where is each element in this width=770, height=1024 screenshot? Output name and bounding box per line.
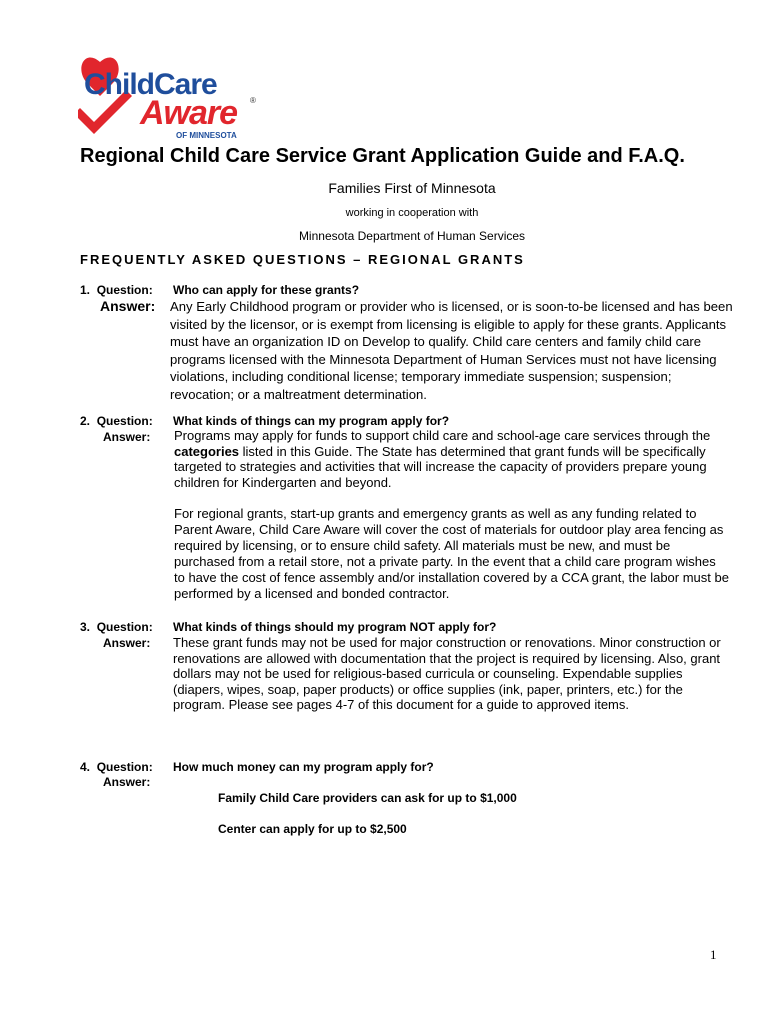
logo-text-aware: Aware — [140, 94, 238, 132]
answer-1-label: Answer: — [100, 298, 156, 314]
logo-subtitle: OF MINNESOTA — [176, 131, 237, 140]
organization-name: Families First of Minnesota — [328, 180, 496, 196]
question-4-text: How much money can my program apply for? — [173, 760, 434, 774]
question-4-label: 4. Question: — [80, 760, 153, 774]
answer-2-extra-text: For regional grants, start-up grants and emergency grants as well as any funding related to Parent Aware, Child Care Aware will cover the cost of materials for outdoor play area fencing as required by licensing, or to ensure child safety. All materials must be new, and must be purchased from a retail store, not a private party. In the event that a child care program wishes to have the cost of fence assembly and/or installation covered by a CCA grant, the labor must be performed by a licensed and bonded contractor. — [174, 506, 729, 601]
answer-3-label: Answer: — [103, 636, 151, 650]
question-1-text: Who can apply for these grants? — [173, 283, 360, 297]
answer-1-text: Any Early Childhood program or provider who is licensed, or is soon-to-be licensed and has been visited by the licensor, or is exempt from licensing is eligible to apply for these grants. Applicants must have an organization ID on Develop to qualify. Child care centers and family child care programs licensed with the Minnesota Department of Human Services must not have licensing violations, including conditional license; temporary immediate suspension; suspension; revocation; or a maltreatment determination. — [170, 299, 733, 402]
center-amount: Center can apply for up to $2,500 — [218, 822, 407, 836]
child-care-aware-logo — [78, 48, 268, 143]
answer-4-label: Answer: — [103, 775, 151, 789]
page-number: 1 — [710, 947, 717, 962]
family-child-care-amount: Family Child Care providers can ask for up to $1,000 — [218, 791, 517, 805]
cooperation-text: working in cooperation with — [345, 207, 479, 219]
answer-2-text: Programs may apply for funds to support child care and school-age care services through the categories listed in this Guide. The State has determined that grant funds will be specifically targeted to strategies and activities that will increase the capacity of providers prepare young children for Kindergarten and beyond. — [174, 428, 711, 490]
categories-emphasis: categories — [174, 443, 240, 459]
answer-3-text: These grant funds may not be used for major construction or renovations. Minor construction or renovations are allowed with documentation that the project is required by licensing. Also, grant dollars may not be used for religious-based curricula or counseling. Expendable supplies (diapers, wipes, soap, paper products) or office supplies (ink, paper, printers, etc.) for the program. Please see pages 4-7 of this document for a guide to approved items. — [173, 635, 721, 713]
page-title: Regional Child Care Service Grant Application Guide and F.A.Q. — [80, 145, 685, 167]
section-heading: FREQUENTLY ASKED QUESTIONS – REGIONAL GRANTS — [80, 252, 525, 267]
logo-text-childcare: ChildCare — [84, 68, 217, 101]
registered-mark: ® — [250, 96, 256, 105]
answer-2-label: Answer: — [103, 430, 151, 444]
partner-name: Minnesota Department of Human Services — [298, 229, 526, 243]
question-3-text: What kinds of things should my program NOT apply for? — [173, 620, 497, 634]
question-2-label: 2. Question: — [80, 414, 153, 428]
question-3-label: 3. Question: — [80, 620, 153, 634]
question-1-label: 1. Question: — [80, 283, 153, 297]
question-2-text: What kinds of things can my program apply for? — [173, 414, 450, 428]
